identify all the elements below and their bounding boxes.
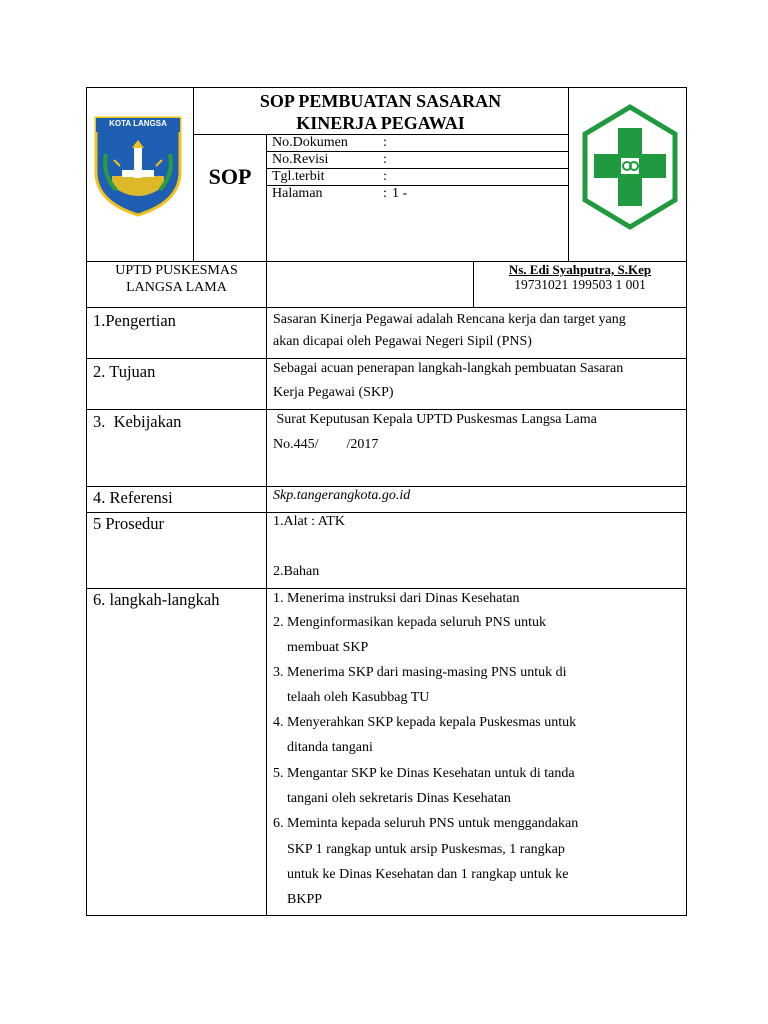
tujuan-text: Sebagai acuan penerapan langkah-langkah pembuatan Sasaran bbox=[273, 361, 624, 376]
signer-nip: 19731021 199503 1 001 bbox=[514, 277, 646, 292]
document-title-line1: SOP PEMBUATAN SASARAN bbox=[259, 91, 502, 111]
section-label-langkah: 6. langkah-langkah bbox=[93, 590, 220, 609]
list-item: tangani oleh sekretaris Dinas Kesehatan bbox=[273, 791, 511, 806]
kota-langsa-logo-icon bbox=[92, 114, 184, 218]
list-item: 1. Menerima instruksi dari Dinas Kesehatan bbox=[273, 591, 520, 606]
sop-label: SOP bbox=[208, 164, 252, 189]
document-title-line2: KINERJA PEGAWAI bbox=[296, 113, 465, 133]
pengertian-text: Sasaran Kinerja Pegawai adalah Rencana kerja dan target yang bbox=[273, 312, 626, 327]
list-item: ditanda tangani bbox=[273, 740, 373, 755]
list-item: 4. Menyerahkan SKP kepada kepala Puskesmas untuk bbox=[273, 715, 577, 730]
list-item: 5. Mengantar SKP ke Dinas Kesehatan untuk di tanda bbox=[273, 766, 575, 781]
meta-label: No.Dokumen bbox=[272, 135, 348, 150]
meta-label: No.Revisi bbox=[272, 152, 329, 167]
prosedur-bahan: 2.Bahan bbox=[273, 564, 320, 579]
list-item: telaah oleh Kasubbag TU bbox=[273, 690, 430, 705]
list-item: membuat SKP bbox=[273, 640, 369, 655]
list-item: 3. Menerima SKP dari masing-masing PNS untuk di bbox=[273, 665, 567, 680]
puskesmas-cross-logo-icon bbox=[581, 104, 679, 230]
signer-name: Ns. Edi Syahputra, S.Kep bbox=[508, 262, 652, 277]
org-name-line1: UPTD PUSKESMAS bbox=[115, 263, 238, 278]
meta-value: 1 - bbox=[392, 186, 408, 201]
kebijakan-text: No.445/ /2017 bbox=[273, 437, 379, 452]
prosedur-alat: 1.Alat : ATK bbox=[273, 514, 345, 529]
list-item: 6. Meminta kepada seluruh PNS untuk menggandakan bbox=[273, 816, 579, 831]
org-name-line2: LANGSA LAMA bbox=[126, 280, 227, 295]
logo-text: KOTA LANGSA bbox=[109, 119, 167, 128]
meta-sep: : bbox=[383, 152, 387, 167]
section-label-referensi: 4. Referensi bbox=[93, 488, 173, 507]
tujuan-text: Kerja Pegawai (SKP) bbox=[273, 385, 394, 400]
list-item: 2. Menginformasikan kepada seluruh PNS untuk bbox=[273, 615, 546, 630]
meta-sep: : bbox=[383, 169, 387, 184]
list-item: untuk ke Dinas Kesehatan dan 1 rangkap untuk ke bbox=[273, 867, 569, 882]
section-label-prosedur: 5 Prosedur bbox=[93, 514, 165, 533]
pengertian-text: akan dicapai oleh Pegawai Negeri Sipil (PNS) bbox=[273, 334, 532, 349]
section-label-pengertian: 1.Pengertian bbox=[93, 311, 176, 330]
meta-label: Tgl.terbit bbox=[272, 169, 325, 184]
meta-sep: : bbox=[383, 135, 387, 150]
list-item: BKPP bbox=[273, 892, 323, 907]
kebijakan-text: Surat Keputusan Kepala UPTD Puskesmas Langsa Lama bbox=[273, 412, 597, 427]
referensi-link[interactable]: Skp.tangerangkota.go.id bbox=[273, 488, 411, 503]
meta-sep: : bbox=[383, 186, 387, 201]
section-label-tujuan: 2. Tujuan bbox=[93, 362, 156, 381]
list-item: SKP 1 rangkap untuk arsip Puskesmas, 1 rangkap bbox=[273, 842, 565, 857]
section-label-kebijakan: 3. Kebijakan bbox=[93, 412, 182, 431]
meta-label: Halaman bbox=[272, 186, 323, 201]
